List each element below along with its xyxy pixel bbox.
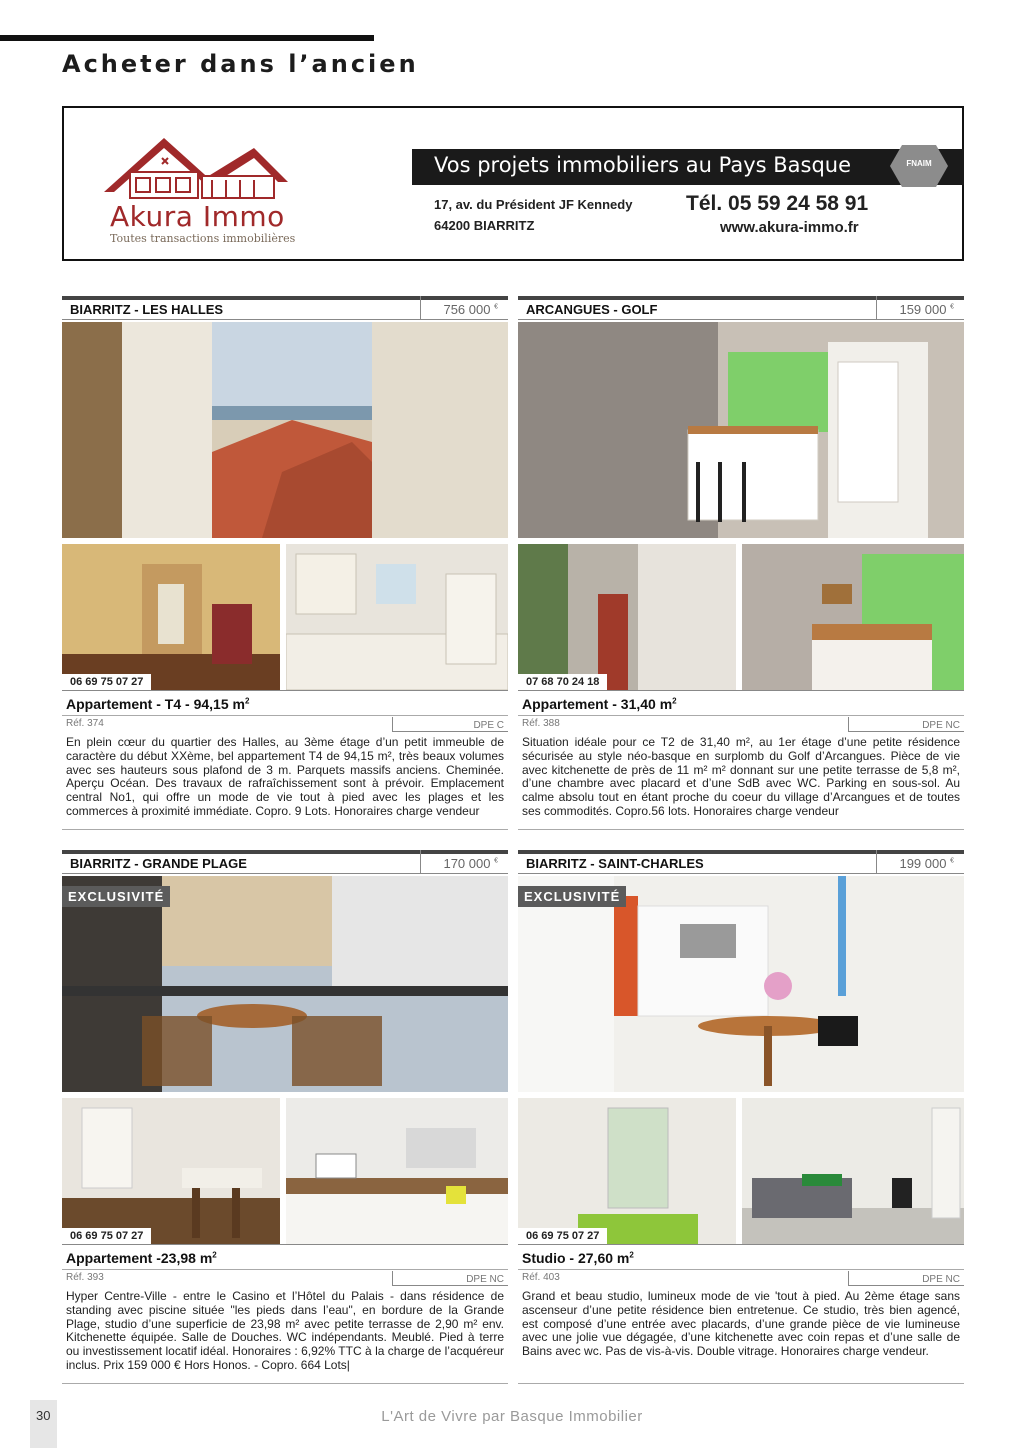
listing-card (62, 296, 508, 830)
listing-phone[interactable]: 06 69 75 07 27 (518, 1228, 607, 1244)
listing-location: BIARRITZ - GRANDE PLAGE (70, 856, 247, 871)
listing-phone[interactable]: 07 68 70 24 18 (518, 674, 607, 690)
listing-footer-rule (62, 829, 508, 830)
listing-price: 199 000 € (899, 856, 954, 871)
listing-description: Grand et beau studio, lumineux mode de vie 'tout à pied. Au 2ème étage sans ascenseur d’une petite résidence bien entretenue. Ce studio, très bien agencé, est composé d’une entrée avec placards, d’une grande pièce de vie lumineuse avec une jolie vue dégagée, d’une kitchenette avec coin repas et d’une salle de Bains avec wc. Pas de vis-à-vis. Double vitrage. Honoraires charge vendeur. (522, 1289, 960, 1359)
listing-main-photo[interactable] (62, 322, 508, 538)
exclusive-badge: EXCLUSIVITÉ (62, 886, 170, 907)
agency-name: Akura Immo (110, 200, 285, 233)
exclusive-badge: EXCLUSIVITÉ (518, 886, 626, 907)
listing-description: Situation idéale pour ce T2 de 31,40 m², au 1er étage d’une petite résidence sécurisée au style néo-basque en surplomb du Golf d’Arcangues. Pièce de vie avec kitchenette de près de 11 m² m² donnant sur une petite terrasse de 5,8 m², d’une chambre avec placard et d’une SdB avec WC. Parking en sous-sol. Au calme absolu tout en étant proche du coeur du village d’Arcangues et de toutes ses commodités. Copro.56 lots. Honoraires charge vendeur (522, 735, 960, 818)
ref-line (392, 1285, 508, 1286)
agency-website[interactable]: www.akura-immo.fr (720, 219, 859, 236)
listing-title-bar (62, 690, 508, 716)
agency-tagline: Toutes transactions immobilières (110, 232, 296, 245)
listing-ref: Réf. 403 (522, 1272, 560, 1283)
price-box (876, 296, 964, 320)
page-number: 30 (36, 1408, 51, 1423)
listing-phone[interactable]: 06 69 75 07 27 (62, 1228, 151, 1244)
listing-ref: Réf. 393 (66, 1272, 104, 1283)
ref-line (848, 1285, 964, 1286)
listing-phone[interactable]: 06 69 75 07 27 (62, 674, 151, 690)
listing-photo-entrance[interactable] (518, 1098, 736, 1244)
listing-title-bar (518, 1244, 964, 1270)
agency-banner-text: Vos projets immobiliers au Pays Basque (434, 153, 852, 177)
ref-line (392, 731, 508, 732)
listing-location: BIARRITZ - LES HALLES (70, 302, 224, 317)
listing-dpe: DPE NC (922, 1274, 960, 1285)
listing-ref: Réf. 388 (522, 718, 560, 729)
listing-dpe: DPE C (473, 720, 504, 731)
listing-footer-rule (518, 829, 964, 830)
listing-main-photo[interactable] (518, 322, 964, 538)
ref-line (848, 731, 964, 732)
listing-description: Hyper Centre-Ville - entre le Casino et l’Hôtel du Palais - dans résidence de standing avec piscine située "les pieds dans l’eau", en bordure de la Grande Plage, studio d’une superficie de 23,98 m² avec petite terrasse de 2,90 m² env. Kitchenette équipée. Salle de Douches. WC indépendants. Meublé. Pied à terre ou investissement locatif idéal. Honoraires : 6,92% TTC à la charge de l’acquéreur inclus. Prix 159 000 € Hors Honos. - Copro. 664 Lots| (66, 1289, 504, 1372)
listing-title-bar (518, 690, 964, 716)
price-box (420, 850, 508, 874)
listing-footer-rule (518, 1383, 964, 1384)
listing-card (518, 850, 964, 1384)
agency-phone: Tél. 05 59 24 58 91 (686, 192, 869, 215)
listing-header (518, 296, 964, 320)
listing-ref-bar (518, 1271, 964, 1287)
listing-main-photo[interactable] (62, 876, 508, 1092)
listing-location: BIARRITZ - SAINT-CHARLES (526, 856, 704, 871)
listing-price: 159 000 € (899, 302, 954, 317)
ref-divider (392, 717, 393, 732)
listing-price: 756 000 € (443, 302, 498, 317)
listing-dpe: DPE NC (922, 720, 960, 731)
listing-photo-kitchen[interactable] (286, 544, 508, 690)
listing-title: Appartement - 31,40 $m^2$ (522, 696, 677, 712)
listing-title-bar (62, 1244, 508, 1270)
price-box (876, 850, 964, 874)
page-footer: L'Art de Vivre par Basque Immobilier (381, 1408, 643, 1425)
listing-footer-rule (62, 1383, 508, 1384)
section-title: Acheter dans l’ancien (62, 50, 419, 78)
listing-dpe: DPE NC (466, 1274, 504, 1285)
listing-photo-living[interactable] (742, 1098, 964, 1244)
listing-header (62, 850, 508, 874)
listing-title: Studio - 27,60 $m^2$ (522, 1250, 634, 1266)
top-rule (0, 35, 374, 41)
agency-banner (62, 106, 964, 261)
listing-title: Appartement - T4 - 94,15 $m^2$ (66, 696, 250, 712)
listing-description: En plein cœur du quartier des Halles, au 3ème étage d’un petit immeuble de caractère du début XXème, bel appartement T4 de 94,15 m², très beaux volumes avec ses hauteurs sous plafond de 3 m. Parquets massifs anciens. Cheminée. Aperçu Océan. Des travaux de rafraîchissement sont à prévoir. Emplacement central No1, qui offre un mode de vie tout à pied avec les plages et les commerces à proximité immédiate. Copro. 9 Lots. Honoraires charge vendeur (66, 735, 504, 818)
price-box (420, 296, 508, 320)
agency-address-line2: 64200 BIARRITZ (434, 218, 535, 233)
listing-ref: Réf. 374 (66, 718, 104, 729)
listing-card (518, 296, 964, 830)
listing-header (62, 296, 508, 320)
listing-ref-bar (62, 717, 508, 733)
fnaim-badge (888, 143, 950, 189)
fnaim-label: FNAIM (906, 159, 932, 168)
listing-ref-bar (62, 1271, 508, 1287)
agency-address-line1: 17, av. du Président JF Kennedy (434, 197, 633, 212)
listing-photo-living[interactable] (62, 1098, 280, 1244)
listing-ref-bar (518, 717, 964, 733)
listing-card (62, 850, 508, 1384)
ref-divider (848, 717, 849, 732)
listing-photo-balcony[interactable] (518, 544, 736, 690)
listing-title: Appartement -23,98 $m^2$ (66, 1250, 217, 1266)
listing-main-photo[interactable] (518, 876, 964, 1092)
listing-photo-kitchen[interactable] (286, 1098, 508, 1244)
agency-band (412, 149, 964, 185)
listing-price: 170 000 € (443, 856, 498, 871)
ref-divider (848, 1271, 849, 1286)
listing-header (518, 850, 964, 874)
ref-divider (392, 1271, 393, 1286)
listing-location: ARCANGUES - GOLF (526, 302, 658, 317)
listing-photo-hallway[interactable] (62, 544, 280, 690)
listing-photo-kitchenette[interactable] (742, 544, 964, 690)
